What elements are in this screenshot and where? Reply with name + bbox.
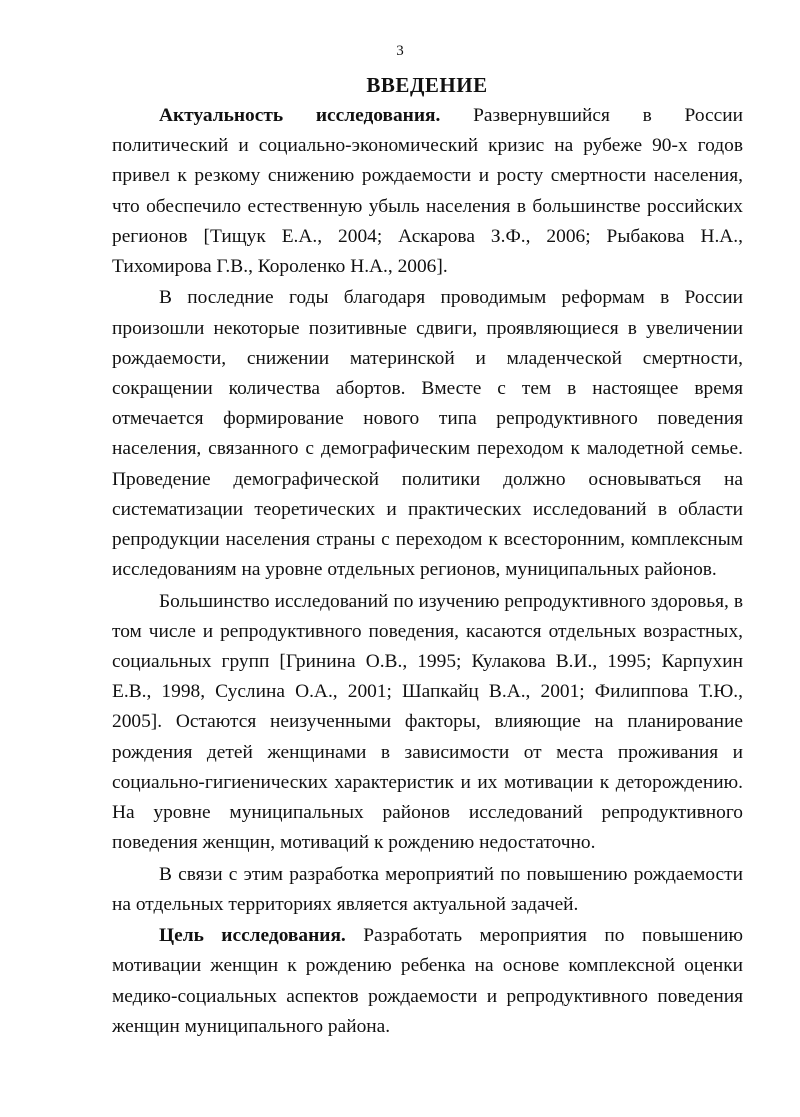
- paragraph-text: Разработать мероприятия по повышению мотивации женщин к рождению ребенка на основе комплексной оценки медико-социальных аспектов рождаемости и репродуктивного поведения женщин муниципального района.: [112, 925, 744, 1037]
- section-heading: ВВЕДЕНИЕ: [366, 73, 488, 97]
- body-text: [112, 101, 743, 1043]
- paragraph-lead-goal: Цель исследования.: [159, 925, 346, 947]
- paragraph-studies: [112, 587, 743, 859]
- page-number: 3: [396, 43, 404, 59]
- paragraph-task: [112, 860, 743, 920]
- paragraph-text: В связи с этим разработка мероприятий по повышению рождаемости на отдельных территориях является актуальной задачей.: [112, 863, 743, 915]
- paragraph-text: Большинство исследований по изучению репродуктивного здоровья, в том числе и репродуктивного поведения, касаются отдельных возрастных, социальных групп [Гринина О.В., 1995; Кулакова В.И., 1995; Карпухин Е.В., 1998, Суслина О.А., 2001; Шапкайц В.А., 2001; Филиппова Т.Ю., 2005]. Остаются неизученными факторы, влияющие на планирование рождения детей женщинами в зависимости от места проживания и социально-гигиенических характеристик и их мотивации к деторождению. На уровне муниципальных районов исследований репродуктивного поведения женщин, мотиваций к рождению недостаточно.: [112, 590, 743, 854]
- paragraph-text: Развернувшийся в России политический и социально-экономический кризис на рубеже 90-х годов привел к резкому снижению рождаемости и росту смертности населения, что обеспечило естественную убыль населения в большинстве российских регионов [Тищук Е.А., 2004; Аскарова З.Ф., 2006; Рыбакова Н.А., Тихомирова Г.В., Короленко Н.А., 2006].: [112, 105, 743, 278]
- paragraph-lead-relevance: Актуальность исследования.: [159, 105, 441, 126]
- paragraph-reforms: [112, 283, 743, 585]
- paragraph-goal: [112, 921, 743, 1042]
- paragraph-text: В последние годы благодаря проводимым реформам в России произошли некоторые позитивные сдвиги, проявляющиеся в увеличении рождаемости, снижении материнской и младенческой смертности, сокращении количества абортов. Вместе с тем в настоящее время отмечается формирование нового типа репродуктивного поведения населения, связанного с демографическим переходом к малодетной семье. Проведение демографической политики должно основываться на систематизации теоретических и практических исследований в области репродукции населения страны с переходом к всесторонним, комплексным исследованиям на уровне отдельных регионов, муниципальных районов.: [112, 287, 743, 581]
- paragraph-relevance: [112, 101, 743, 282]
